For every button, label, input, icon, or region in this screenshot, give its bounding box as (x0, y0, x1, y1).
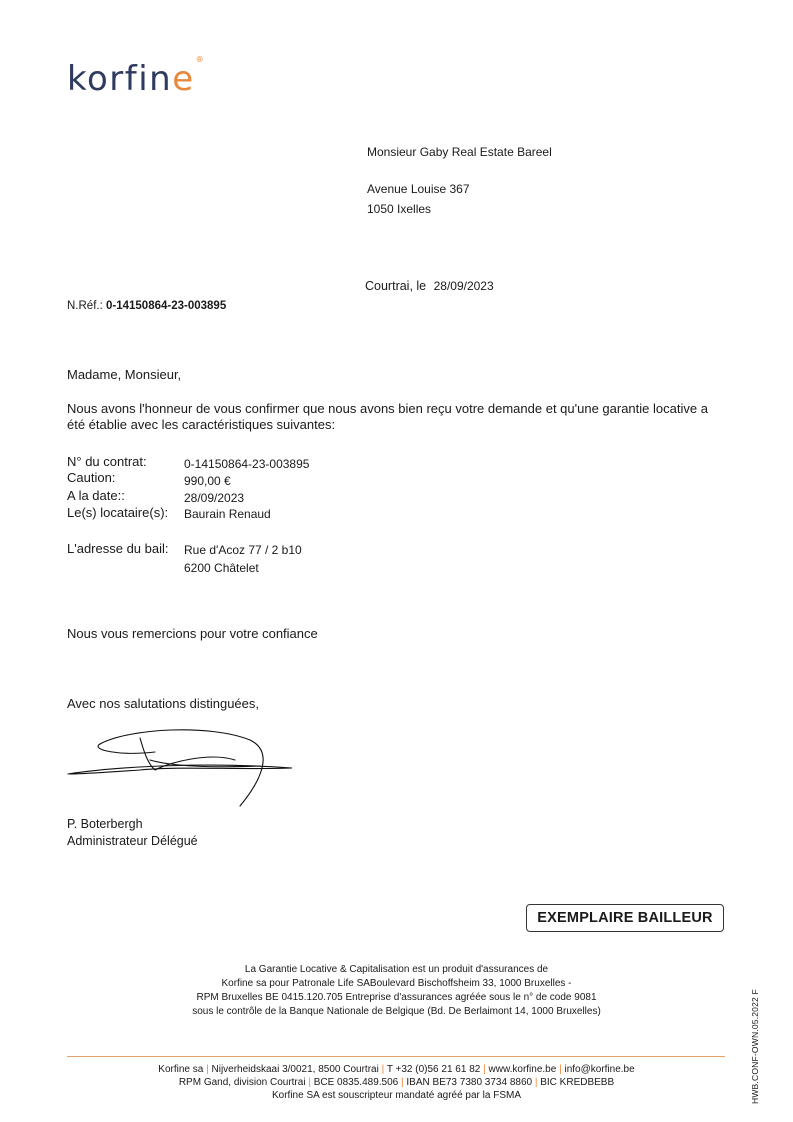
lease-street: Rue d'Acoz 77 / 2 b10 (184, 543, 302, 557)
footer-separator: | (381, 1064, 385, 1075)
legal-line-4: sous le contrôle de la Banque Nationale de Belgique (Bd. De Berlaimont 14, 1000 Bruxelles) (192, 1006, 601, 1017)
logo-registered-mark: ® (195, 54, 206, 64)
caution-label: Caution: (67, 470, 116, 485)
reference-value: 0-14150864-23-003895 (106, 300, 227, 312)
reference-label: N.Réf.: (67, 300, 103, 312)
tenants-value: Baurain Renaud (184, 507, 271, 521)
lease-address-label: L'adresse du bail: (67, 541, 169, 556)
footer-phone: T +32 (0)56 21 61 82 (386, 1064, 481, 1075)
thanks-line: Nous vous remercions pour votre confiance (67, 626, 318, 641)
footer-separator: | (308, 1077, 311, 1088)
footer-line-2 (60, 1076, 733, 1089)
date-value: 28/09/2023 (184, 491, 245, 505)
footer-separator: | (559, 1064, 562, 1075)
legal-line-1: La Garantie Locative & Capitalisation est un produit d'assurances de (244, 964, 549, 975)
handwritten-signature (60, 722, 310, 812)
place-date (365, 277, 494, 295)
footer-bce: BCE 0835.489.506 (313, 1077, 399, 1088)
footer-divider (67, 1056, 725, 1057)
footer-iban: IBAN BE73 7380 3734 8860 (406, 1077, 533, 1088)
legal-line-2: Korfine sa pour Patronale Life SABoulevard Bischoffsheim 33, 1000 Bruxelles - (221, 978, 572, 989)
korfine-logo (67, 54, 206, 99)
footer-company: Korfine sa (158, 1064, 204, 1075)
footer-bic: BIC KREDBEBB (540, 1077, 615, 1088)
footer-rpm: RPM Gand, division Courtrai (178, 1077, 306, 1088)
recipient-street: Avenue Louise 367 (367, 182, 470, 196)
footer-separator: | (206, 1064, 209, 1075)
recipient-city: 1050 Ixelles (367, 202, 432, 216)
recipient-name: Monsieur Gaby Real Estate Bareel (367, 145, 552, 159)
reference-line (67, 300, 226, 312)
date-label: A la date:: (67, 488, 125, 503)
salutation: Madame, Monsieur, (67, 367, 182, 382)
footer-website[interactable]: www.korfine.be (488, 1064, 557, 1075)
footer-separator: | (401, 1077, 404, 1088)
contract-label: N° du contrat: (67, 454, 147, 469)
logo-accent-letter: e (172, 59, 195, 99)
legal-line-3: RPM Bruxelles BE 0415.120.705 Entreprise d'assurances agréée sous le n° de code 9081 (196, 992, 597, 1003)
lease-city: 6200 Châtelet (184, 561, 259, 575)
logo-text: korfin (67, 59, 173, 99)
contract-value: 0-14150864-23-003895 (184, 457, 310, 471)
tenants-label: Le(s) locataire(s): (67, 505, 169, 520)
footer-address: Nijverheidskaai 3/0021, 8500 Courtrai (211, 1064, 379, 1075)
footer-line-1 (60, 1063, 733, 1076)
signatory-name: P. Boterbergh (67, 817, 143, 831)
footer-line-3: Korfine SA est souscripteur mandaté agréé par la FSMA (271, 1090, 521, 1101)
letter-date: 28/09/2023 (433, 279, 494, 293)
copy-badge: EXEMPLAIRE BAILLEUR (526, 904, 724, 932)
place-label: Courtrai, le (365, 279, 427, 293)
footer-separator: | (483, 1064, 486, 1075)
signatory-title: Administrateur Délégué (67, 834, 198, 848)
caution-value: 990,00 € (184, 474, 231, 488)
closing-line: Avec nos salutations distinguées, (67, 696, 259, 711)
form-code: HWB.CONF-OWN.05.2022 F (750, 989, 760, 1104)
intro-paragraph: Nous avons l'honneur de vous confirmer que nous avons bien reçu votre demande et qu'une garantie locative a été établie avec les caractéristiques suivantes: (67, 401, 708, 432)
footer-separator: | (534, 1077, 538, 1088)
footer-email[interactable]: info@korfine.be (564, 1064, 635, 1075)
